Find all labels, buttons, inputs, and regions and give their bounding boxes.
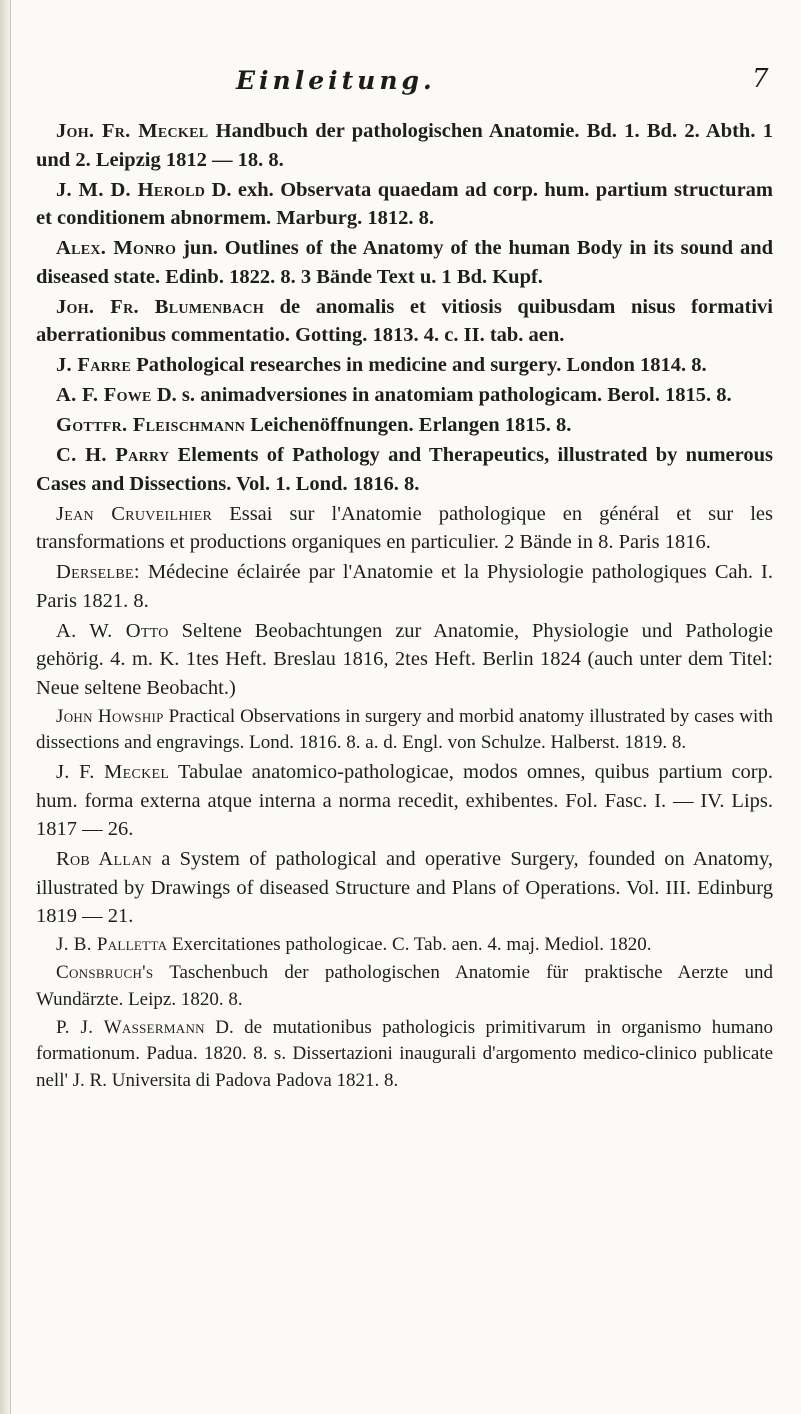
bibliography-entry bbox=[36, 411, 773, 440]
bibliography-entry bbox=[36, 381, 773, 410]
bibliography-entry bbox=[36, 234, 773, 291]
entry-text: D. de mutationibus pathologicis primitivarum in organismo humano formationum. Padua. 1820. 8. s. Dissertazioni inaugurali d'argomento medico-clinico publicate nell' J. R. Universita di Padova Padova 1821. 8. bbox=[36, 1016, 773, 1091]
page-number: 7 bbox=[752, 64, 769, 94]
entry-text: a System of pathological and operative Surgery, founded on Anatomy, illustrated by Drawings of diseased Structure and Plans of Operations. Vol. III. Edinburg 1819 — 21. bbox=[36, 848, 773, 927]
entry-text: Handbuch der pathologischen Anatomie. Bd. 1. Bd. 2. Abth. 1 und 2. Leipzig 1812 — 18. 8. bbox=[36, 120, 773, 171]
bibliography-entry bbox=[36, 617, 773, 703]
entry-text: jun. Outlines of the Anatomy of the human Body in its sound and diseased state. Edinb. 1822. 8. 3 Bände Text u. 1 Bd. Kupf. bbox=[36, 237, 773, 288]
bibliography-entry bbox=[36, 1015, 773, 1095]
bibliography-entry bbox=[36, 500, 773, 557]
entry-text: Pathological researches in medicine and surgery. London 1814. 8. bbox=[131, 354, 707, 376]
bibliography-entry bbox=[36, 845, 773, 931]
entry-author: John Howship bbox=[56, 705, 164, 727]
bibliography-entry bbox=[36, 932, 773, 959]
entry-text: Seltene Beobachtungen zur Anatomie, Physiologie und Pathologie gehörig. 4. m. K. 1tes Heft. Breslau 1816, 2tes Heft. Berlin 1824 (auch unter dem Titel: Neue seltene Beobacht.) bbox=[36, 619, 773, 699]
entry-text: Essai sur l'Anatomie pathologique en général et sur les transformations et productions organiques en particulier. 2 Bände in 8. Paris 1816. bbox=[36, 502, 773, 553]
bibliography-list bbox=[36, 117, 773, 1096]
entry-author: P. J. Wassermann bbox=[56, 1016, 205, 1038]
bibliography-entry bbox=[36, 704, 773, 757]
entry-author: A. F. Fowe bbox=[56, 384, 152, 406]
page-spine-edge bbox=[10, 0, 11, 1414]
entry-text: de anomalis et vitiosis quibusdam nisus formativi aberrationibus commentatio. Gotting. 1813. 4. c. II. tab. aen. bbox=[36, 295, 773, 346]
entry-author: J. F. Meckel bbox=[56, 761, 170, 783]
entry-text: D. s. animadversiones in anatomiam pathologicam. Berol. 1815. 8. bbox=[151, 384, 732, 406]
bibliography-entry bbox=[36, 960, 773, 1013]
entry-author: J. Farre bbox=[56, 354, 132, 376]
bibliography-entry bbox=[36, 758, 773, 844]
bibliography-entry bbox=[36, 117, 773, 174]
entry-author: C. H. Parry bbox=[56, 444, 170, 466]
entry-text: D. exh. Observata quaedam ad corp. hum. partium structuram et conditionem abnormem. Marburg. 1812. 8. bbox=[36, 178, 773, 229]
entry-author: Gottfr. Fleischmann bbox=[56, 414, 246, 436]
entry-text: Taschenbuch der pathologischen Anatomie für praktische Aerzte und Wundärzte. Leipz. 1820. 8. bbox=[36, 962, 773, 1010]
entry-text: Leichenöffnungen. Erlangen 1815. 8. bbox=[245, 414, 572, 436]
entry-author: Consbruch's bbox=[56, 962, 154, 983]
entry-author: J. M. D. Herold bbox=[56, 178, 206, 201]
entry-author: Rob Allan bbox=[56, 848, 153, 870]
entry-author: Joh. Fr. Blumenbach bbox=[56, 295, 265, 318]
entry-author: J. B. Palletta bbox=[56, 934, 168, 955]
bibliography-entry bbox=[36, 351, 773, 380]
entry-text: Tabulae anatomico-pathologicae, modos omnes, quibus partium corp. hum. forma externa atque interna a norma recedit, exhibentes. Fol. Fasc. I. — IV. Lips. 1817 — 26. bbox=[36, 761, 773, 840]
bibliography-entry bbox=[36, 558, 773, 615]
entry-text: Elements of Pathology and Therapeutics, illustrated by numerous Cases and Dissections. Vol. 1. Lond. 1816. 8. bbox=[36, 444, 773, 495]
entry-text: Exercitationes pathologicae. C. Tab. aen. 4. maj. Mediol. 1820. bbox=[167, 934, 652, 955]
bibliography-entry bbox=[36, 441, 773, 498]
bibliography-entry bbox=[36, 293, 773, 350]
entry-text: Médecine éclairée par l'Anatomie et la Physiologie pathologiques Cah. I. Paris 1821. 8. bbox=[36, 561, 773, 612]
entry-author: Jean Cruveilhier bbox=[56, 502, 213, 525]
entry-author: Derselbe: bbox=[56, 561, 140, 583]
bibliography-entry bbox=[36, 176, 773, 233]
entry-author: Alex. Monro bbox=[56, 237, 177, 259]
entry-author: A. W. Otto bbox=[56, 619, 169, 642]
entry-text: Practical Observations in surgery and morbid anatomy illustrated by cases with dissections and engravings. Lond. 1816. 8. a. d. Engl. von Schulze. Halberst. 1819. 8. bbox=[36, 705, 774, 753]
page-spine-shadow bbox=[0, 0, 10, 1414]
running-head: Einleitung. bbox=[236, 66, 436, 95]
entry-author: Joh. Fr. Meckel bbox=[56, 120, 209, 142]
